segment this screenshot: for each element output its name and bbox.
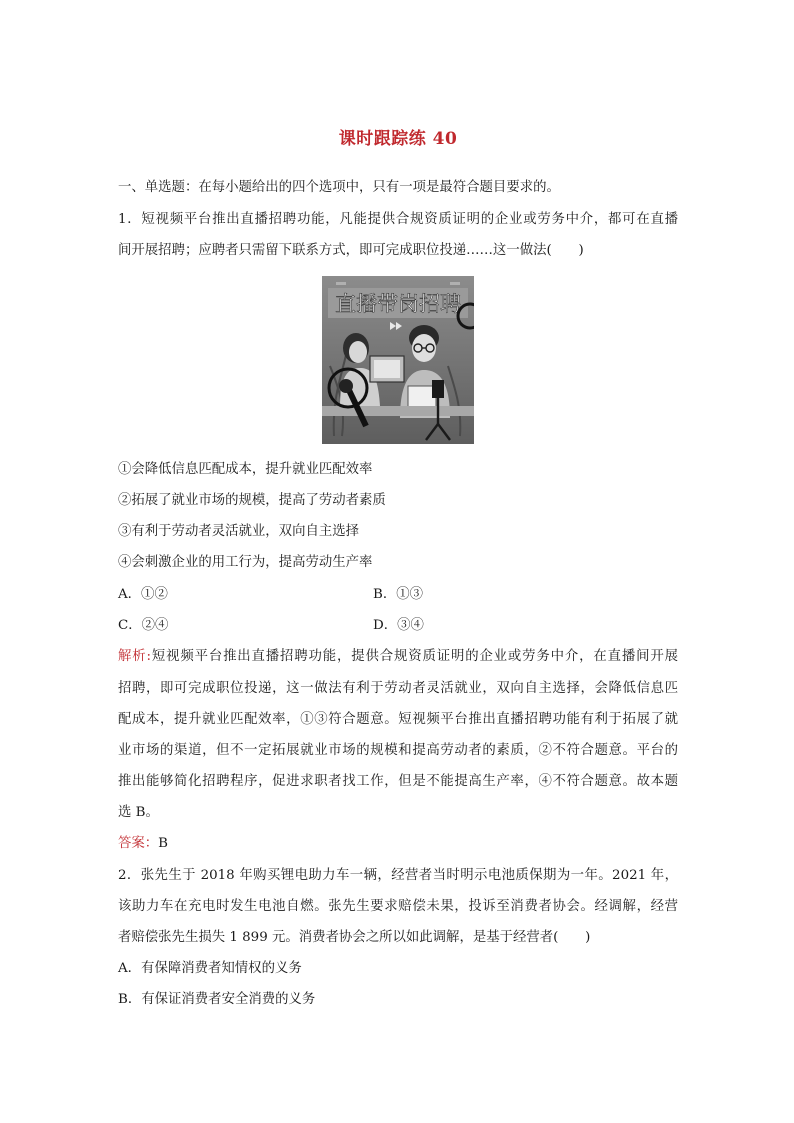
q2-stem-line-1: 2．张先生于 2018 年购买锂电助力车一辆，经营者当时明示电池质保期为一年。2021 年， [118, 868, 678, 883]
q1-option-c: C．②④ [118, 618, 169, 633]
q1-analysis-line-3: 配成本，提升就业匹配效率，①③符合题意。短视频平台推出直播招聘功能有利于拓展了就 [118, 712, 678, 727]
analysis-label: 解析: [118, 649, 151, 664]
q1-stem-line-2: 间开展招聘；应聘者只需留下联系方式，即可完成职位投递……这一做法( ) [118, 243, 584, 258]
q1-analysis-line-2: 招聘，即可完成职位投递，这一做法有利于劳动者灵活就业，双向自主选择，会降低信息匹 [118, 681, 678, 696]
q1-analysis-line-4: 业市场的渠道，但不一定拓展就业市场的规模和提高劳动者的素质，②不符合题意。平台的 [118, 743, 678, 758]
q2-stem-line-2: 该助力车在充电时发生电池自燃。张先生要求赔偿未果，投诉至消费者协会。经调解，经营 [118, 899, 678, 914]
q1-statement-1: ①会降低信息匹配成本，提升就业匹配效率 [118, 462, 373, 477]
q2-option-b: B．有保证消费者安全消费的义务 [118, 992, 316, 1007]
section-heading: 一、单选题：在每小题给出的四个选项中，只有一项是最符合题目要求的。 [118, 180, 560, 195]
q1-analysis-line-1: 解析:短视频平台推出直播招聘功能，提供合规资质证明的企业或劳务中介，在直播间开展 [118, 649, 678, 664]
q1-analysis-line-5: 推出能够简化招聘程序，促进求职者找工作，但是不能提高生产率，④不符合题意。故本题 [118, 774, 678, 789]
q1-options-row-2 [118, 616, 678, 636]
answer-value: B [158, 836, 169, 851]
q1-analysis-line-6: 选 B。 [118, 805, 159, 820]
q1-stem-line-1: 1．短视频平台推出直播招聘功能，凡能提供合规资质证明的企业或劳务中介，都可在直播 [118, 212, 678, 227]
q1-option-b: B．①③ [373, 587, 424, 602]
answer-label: 答案： [118, 836, 159, 851]
q1-answer [118, 834, 678, 854]
q2-stem-line-3: 者赔偿张先生损失 1 899 元。消费者协会之所以如此调解，是基于经营者( ) [118, 930, 591, 945]
q1-statement-3: ③有利于劳动者灵活就业，双向自主选择 [118, 524, 360, 539]
q1-option-d: D．③④ [373, 618, 424, 633]
q2-option-a: A．有保障消费者知情权的义务 [118, 961, 302, 976]
page-title: 课时跟踪练 40 [338, 129, 458, 149]
figure-banner-text: 直播带岗招聘 [335, 292, 461, 316]
q1-statement-4: ④会刺激企业的用工行为，提高劳动生产率 [118, 555, 373, 570]
live-recruitment-illustration [322, 276, 474, 444]
q1-statement-2: ②拓展了就业市场的规模，提高了劳动者素质 [118, 493, 386, 508]
q1-option-a: A．①② [118, 587, 168, 602]
q1-options-row-1 [118, 585, 678, 605]
